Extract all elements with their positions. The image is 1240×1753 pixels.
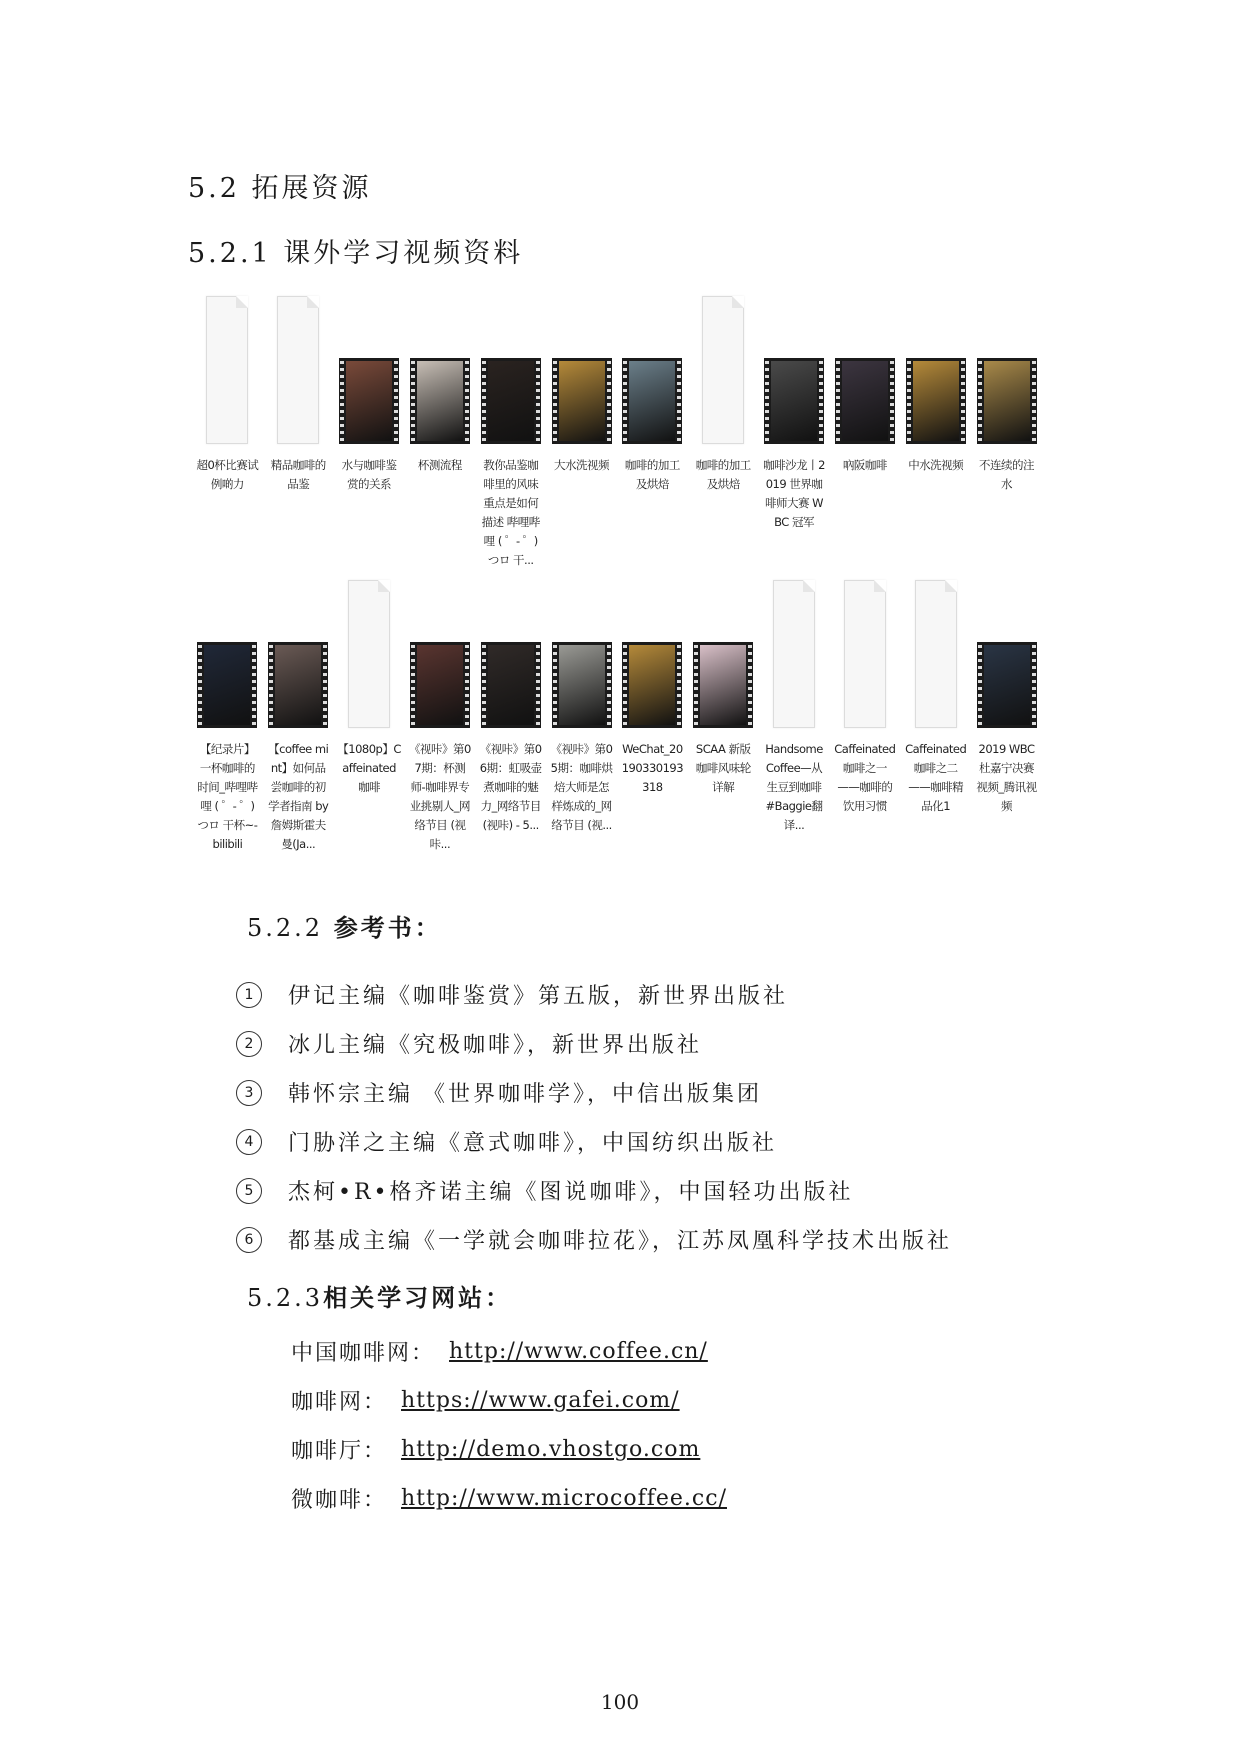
file-tile[interactable] (263, 288, 334, 570)
document-file-icon (773, 580, 815, 728)
section-title-5-2-2: 5.2.2 参考书： (247, 914, 442, 942)
video-tile[interactable] (546, 572, 617, 854)
book-item: 6 都基成主编《一学就会咖啡拉花》，江苏凤凰科学技术出版社 (236, 1215, 952, 1264)
video-tile[interactable] (546, 288, 617, 570)
website-list (291, 1327, 727, 1523)
video-file-icon (693, 642, 753, 728)
book-item: 4 门胁洋之主编《意式咖啡》，中国纺织出版社 (236, 1117, 952, 1166)
page-number: 100 (600, 1690, 640, 1714)
number-badge: 2 (236, 1031, 262, 1057)
video-file-icon (481, 358, 541, 444)
section-title-5-2-1: 5.2.1 课外学习视频资料 (188, 238, 524, 269)
video-file-icon (764, 358, 824, 444)
file-name: 咖啡的加工及烘焙 (624, 458, 680, 491)
file-name: 【1080p】Caffeinated咖啡 (337, 742, 401, 794)
website-link[interactable]: http://www.microcoffee.cc/ (401, 1486, 727, 1511)
document-file-icon (844, 580, 886, 728)
document-file-icon (915, 580, 957, 728)
document-file-icon (702, 296, 744, 444)
file-name: 2019 WBC 杜嘉宁决赛视频_腾讯视频 (976, 742, 1037, 813)
video-tile[interactable] (971, 288, 1042, 570)
book-item: 1 伊记主编《咖啡鉴赏》第五版，新世界出版社 (236, 970, 952, 1019)
file-tile[interactable] (192, 288, 263, 570)
website-item: 咖啡网： https://www.gafei.com/ (291, 1388, 680, 1415)
document-file-icon (348, 580, 390, 728)
section-title-5-2: 5.2 拓展资源 (188, 173, 372, 204)
video-tile[interactable] (475, 288, 546, 570)
video-file-icon (977, 358, 1037, 444)
number-badge: 4 (236, 1129, 262, 1155)
video-file-icon (197, 642, 257, 728)
file-name: 杯测流程 (417, 458, 462, 472)
file-tile[interactable] (759, 572, 830, 854)
website-link[interactable]: http://www.coffee.cn/ (449, 1339, 708, 1364)
section-title-5-2-3: 5.2.3相关学习网站： (247, 1284, 513, 1312)
file-name: 【纪录片】一杯咖啡的时间_哔哩哔哩 ( ゜- ゜)つロ 干杯~-bilibili (197, 742, 258, 851)
website-item: 咖啡厅： http://demo.vhostgo.com (291, 1437, 701, 1464)
book-item: 3 韩怀宗主编 《世界咖啡学》，中信出版集团 (236, 1068, 952, 1117)
video-tile[interactable] (829, 288, 900, 570)
file-name: 大水洗视频 (554, 458, 610, 472)
file-name: 水与咖啡鉴赏的关系 (341, 458, 397, 491)
video-file-icon (481, 642, 541, 728)
video-tile[interactable] (404, 572, 475, 854)
file-name: 《视咔》第05期：咖啡烘焙大师是怎样炼成的_网络节目 (视... (550, 742, 613, 832)
video-file-icon (835, 358, 895, 444)
file-name: Caffeinated咖啡之二——咖啡精品化1 (905, 742, 967, 813)
video-file-icon (268, 642, 328, 728)
file-name: 咖啡的加工及烘焙 (695, 458, 751, 491)
file-tile[interactable] (900, 572, 971, 854)
file-name: WeChat_20190330193318 (621, 742, 684, 794)
file-name: 《视咔》第06期：虹吸壶煮咖啡的魅力_网络节目 (视咔) - 5... (479, 742, 542, 832)
file-name: 中水洗视频 (908, 458, 964, 472)
file-name: Caffeinated咖啡之一——咖啡的饮用习惯 (834, 742, 896, 813)
file-name: 精品咖啡的品鉴 (270, 458, 326, 491)
website-link[interactable]: http://demo.vhostgo.com (401, 1437, 701, 1462)
file-name: SCAA 新版咖啡风味轮详解 (695, 742, 751, 794)
file-name: 不连续的注水 (979, 458, 1035, 491)
file-name: Handsome Coffee—从生豆到咖啡 #Baggie翻译... (765, 742, 823, 832)
video-file-icon (906, 358, 966, 444)
file-name: 教你品鉴咖啡里的风味 重点是如何描述 哔哩哔哩 ( ゜- ゜)つロ 干... (481, 458, 540, 567)
video-file-icon (977, 642, 1037, 728)
number-badge: 1 (236, 982, 262, 1008)
video-file-icon (552, 358, 612, 444)
video-tile[interactable] (617, 288, 688, 570)
video-tile[interactable] (192, 572, 263, 854)
file-tile[interactable] (688, 288, 759, 570)
book-item: 2 冰儿主编《究极咖啡》，新世界出版社 (236, 1019, 952, 1068)
video-tile[interactable] (475, 572, 546, 854)
file-name: 吶阪咖啡 (842, 458, 887, 472)
number-badge: 3 (236, 1080, 262, 1106)
document-file-icon (277, 296, 319, 444)
file-tile[interactable] (829, 572, 900, 854)
video-grid-row-2 (192, 572, 1042, 854)
number-badge: 5 (236, 1178, 262, 1204)
number-badge: 6 (236, 1227, 262, 1253)
video-file-icon (339, 358, 399, 444)
video-tile[interactable] (900, 288, 971, 570)
video-tile[interactable] (334, 288, 405, 570)
video-file-icon (552, 642, 612, 728)
website-link[interactable]: https://www.gafei.com/ (401, 1388, 680, 1413)
video-file-icon (410, 358, 470, 444)
video-tile[interactable] (971, 572, 1042, 854)
video-file-icon (622, 642, 682, 728)
video-tile[interactable] (617, 572, 688, 854)
file-name: 《视咔》第07期：杯测师-咖啡界专业挑剔人_网络节目 (视咔... (408, 742, 471, 851)
file-name: 【coffee mint】如何品尝咖啡的初学者指南 by 詹姆斯霍夫曼(Ja... (268, 742, 329, 851)
video-tile[interactable] (688, 572, 759, 854)
document-file-icon (206, 296, 248, 444)
website-item: 微咖啡： http://www.microcoffee.cc/ (291, 1486, 727, 1513)
video-file-icon (622, 358, 682, 444)
video-tile[interactable] (759, 288, 830, 570)
website-item: 中国咖啡网： http://www.coffee.cn/ (291, 1339, 708, 1366)
video-file-icon (410, 642, 470, 728)
reference-book-list (236, 970, 952, 1264)
file-name: 超0杯比赛试例啲力 (196, 458, 259, 491)
video-grid-row-1 (192, 288, 1042, 570)
video-tile[interactable] (404, 288, 475, 570)
video-tile[interactable] (263, 572, 334, 854)
book-item: 5 杰柯•R•格齐诺主编《图说咖啡》，中国轻功出版社 (236, 1166, 952, 1215)
file-name: 咖啡沙龙丨2019 世界咖啡师大赛 WBC 冠军 (763, 458, 825, 529)
file-tile[interactable] (334, 572, 405, 854)
